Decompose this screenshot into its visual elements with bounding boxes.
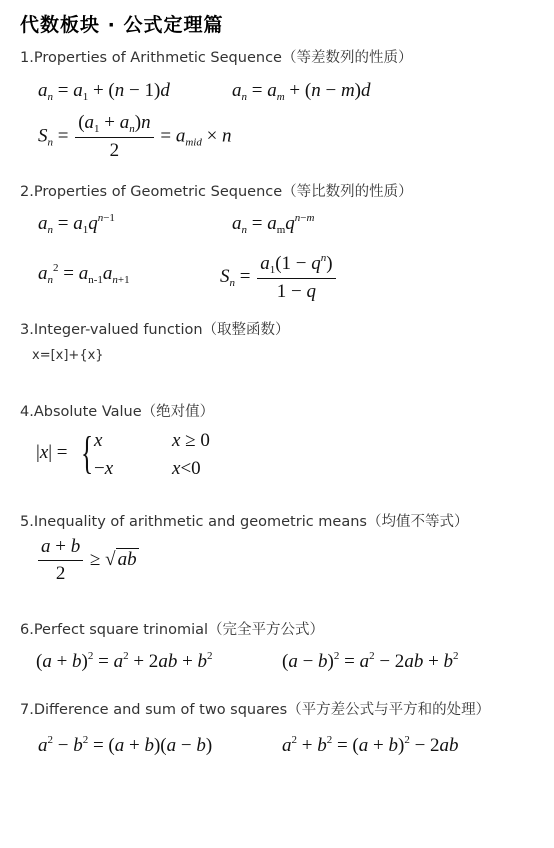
formula-arithmetic-sum: $S_n$ = $\frac{(a_1 + a_n)n}{2}$ = $a_{mid} \times n$ bbox=[38, 112, 232, 161]
formula-geometric-mean-property: $a_n^2 = a_{n-1}a_{n+1}$ bbox=[38, 262, 130, 286]
formula-arithmetic-general-term: $a_n = a_1 + (n - 1)d$ bbox=[38, 80, 170, 103]
section-heading-absolute-value: 4.Absolute Value（绝对值） bbox=[20, 404, 215, 420]
page-title: 代数板块 · 公式定理篇 bbox=[20, 14, 224, 36]
formula-am-gm-inequality: $\frac{a + b}{2}$ ≥ √ ab bbox=[36, 536, 139, 585]
section-heading-am-gm: 5.Inequality of arithmetic and geometric means（均值不等式） bbox=[20, 514, 469, 530]
formula-geometric-sum: $S_n$ = $\frac{a_1(1 - q^n)}{1 - q}$ bbox=[220, 252, 338, 303]
section-heading-perfect-square: 6.Perfect square trinomial（完全平方公式） bbox=[20, 622, 325, 638]
formula-geometric-general-term: $a_n = a_1q^{n-1}$ bbox=[38, 212, 115, 236]
formula-difference-of-squares: $a^2 - b^2 = (a + b)(a - b)$ bbox=[38, 734, 213, 756]
section-heading-arithmetic-sequence: 1.Properties of Arithmetic Sequence（等差数列的性质） bbox=[20, 50, 413, 66]
formula-sum-of-squares: $a^2 + b^2 = (a + b)^2 - 2ab$ bbox=[282, 734, 459, 756]
formula-square-of-sum: $(a + b)^2 = a^2 + 2ab + b^2$ bbox=[36, 650, 213, 672]
formula-geometric-mth-term: $a_n = a_mq^{n-m}$ bbox=[232, 212, 315, 236]
formula-arithmetic-mth-term: $a_n = a_m + (n - m)d$ bbox=[232, 80, 371, 103]
section-heading-integer-function: 3.Integer-valued function（取整函数） bbox=[20, 322, 290, 338]
section-heading-difference-sum-squares: 7.Difference and sum of two squares（平方差公式与平方和的处理） bbox=[20, 702, 491, 718]
formula-square-of-difference: $(a - b)^2 = a^2 - 2ab + b^2$ bbox=[282, 650, 459, 672]
section-heading-geometric-sequence: 2.Properties of Geometric Sequence（等比数列的性质） bbox=[20, 184, 413, 200]
formula-integer-decomposition: x=[x]+{x} bbox=[32, 348, 104, 363]
